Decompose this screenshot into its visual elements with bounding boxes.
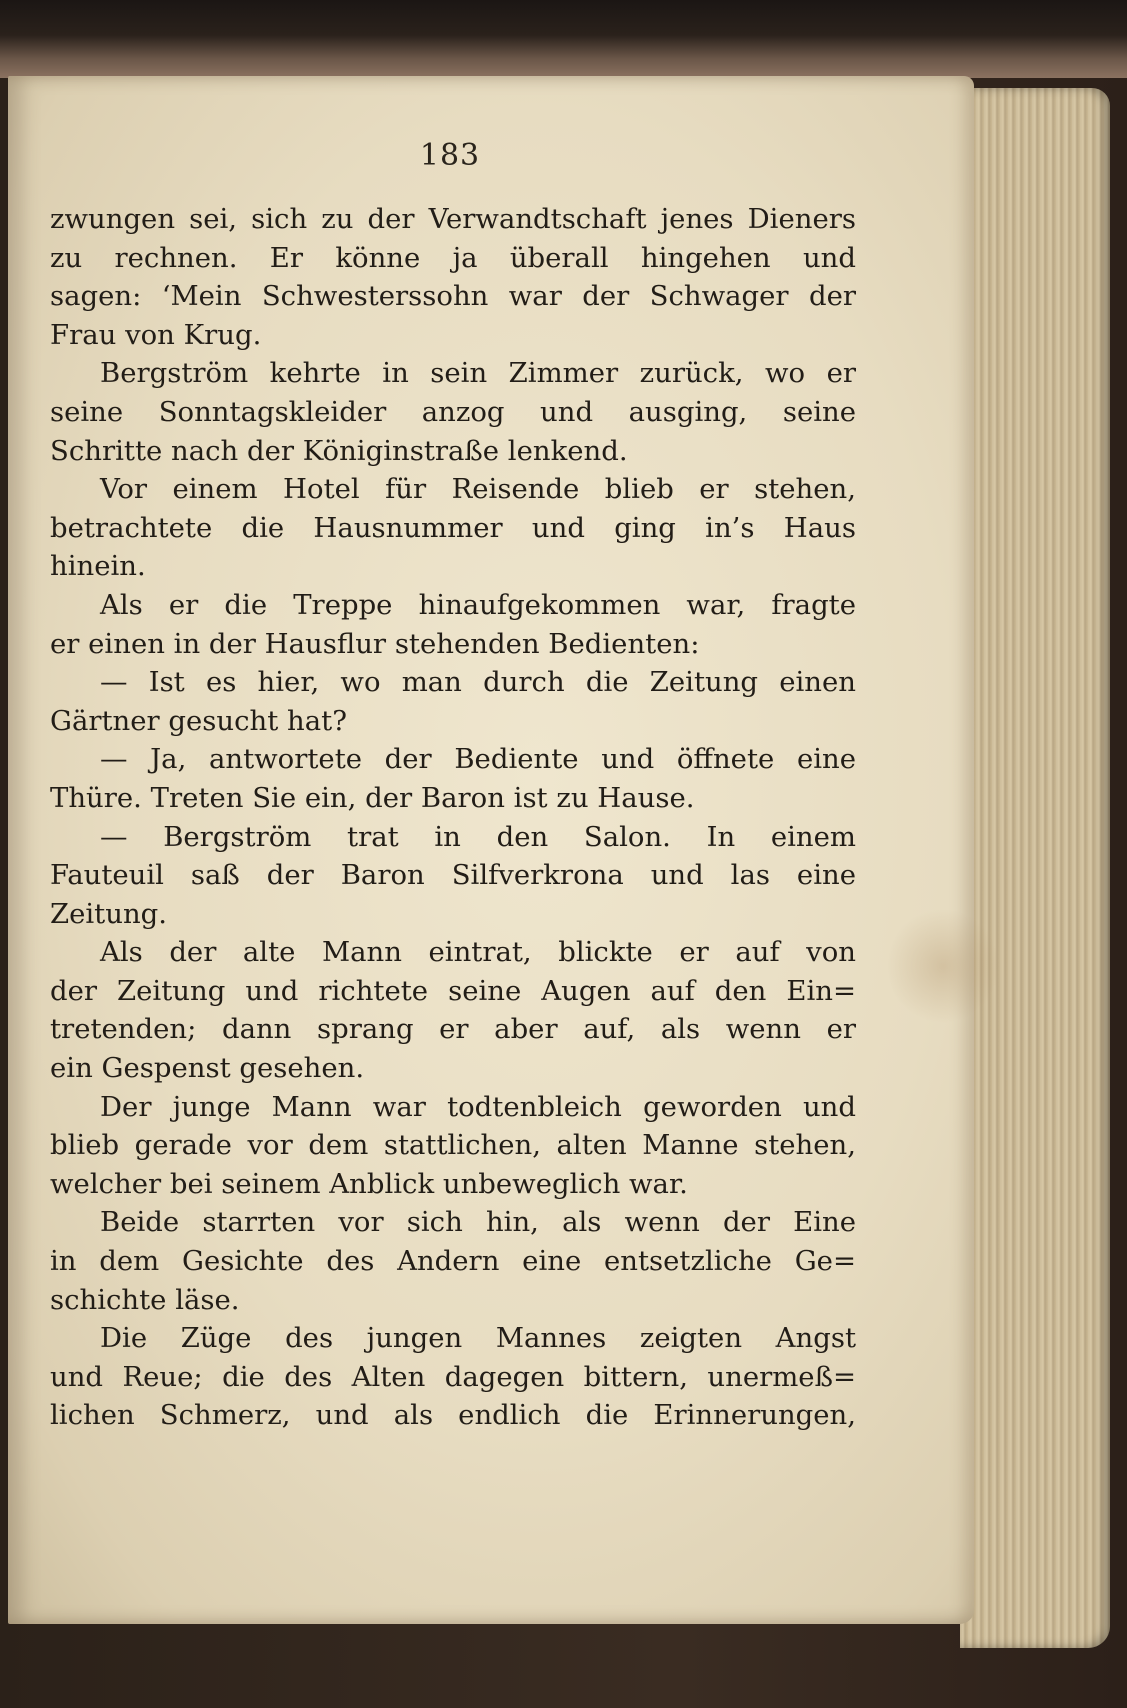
text-line: zwungen sei, sich zu der Verwandtschaft jenes Dieners [50,203,856,235]
text-line: blieb gerade vor dem stattlichen, alten Manne stehen, [50,1129,856,1162]
text-line: Der junge Mann war todtenbleich geworden und [100,1090,856,1123]
page-number: 183 [419,138,481,173]
text-line: in dem Gesichte des Andern eine entsetzliche Ge= [50,1245,856,1278]
text-line: Schritte nach der Königinstraße lenkend. [50,434,628,467]
text-line: Beide starrten vor sich hin, als wenn der Eine [100,1206,856,1239]
text-line: betrachtete die Hausnummer und ging in’s Haus [50,511,856,544]
text-line: und Reue; die des Alten dagegen bittern, unermeß= [50,1360,856,1393]
body-text [50,200,856,1435]
text-line: Gärtner gesucht hat? [50,704,347,737]
text-line: Thüre. Treten Sie ein, der Baron ist zu Hause. [50,781,695,814]
text-line: Frau von Krug. [50,318,262,351]
text-line: — Ja, antwortete der Bediente und öffnete eine [100,743,856,776]
text-line: — Ist es hier, wo man durch die Zeitung einen [100,666,856,699]
page-edges [960,88,1110,1648]
text-line: sagen: ‘Mein Schwesterssohn war der Schwager der [50,280,856,313]
text-line: Als er die Treppe hinaufgekommen war, fragte [100,588,856,621]
text-line: zu rechnen. Er könne ja überall hingehen und [50,241,856,274]
text-line: — Bergström trat in den Salon. In einem [100,820,856,853]
text-line: hinein. [50,550,146,583]
text-line: Als der alte Mann eintrat, blickte er auf von [100,936,856,969]
text-line: Vor einem Hotel für Reisende blieb er stehen, [100,473,856,506]
text-line: seine Sonntagskleider anzog und ausging, seine [50,395,856,428]
text-line: der Zeitung und richtete seine Augen auf den Ein= [50,974,856,1007]
text-line: welcher bei seinem Anblick unbeweglich war. [50,1167,688,1200]
text-line: ein Gespenst gesehen. [50,1052,365,1085]
text-line: tretenden; dann sprang er aber auf, als wenn er [50,1013,856,1046]
text-line: Bergström kehrte in sein Zimmer zurück, wo er [100,357,856,390]
text-line: Zeitung. [50,897,167,930]
text-line: Die Züge des jungen Mannes zeigten Angst [100,1322,856,1355]
text-line: er einen in der Hausflur stehenden Bedienten: [50,627,700,660]
paper-stain [888,906,998,1026]
book-cover-top-edge [0,0,1127,78]
text-line: lichen Schmerz, und als endlich die Erinnerungen, [50,1399,856,1432]
text-line: Fauteuil saß der Baron Silfverkrona und las eine [50,859,856,892]
text-line: schichte läse. [50,1283,240,1316]
